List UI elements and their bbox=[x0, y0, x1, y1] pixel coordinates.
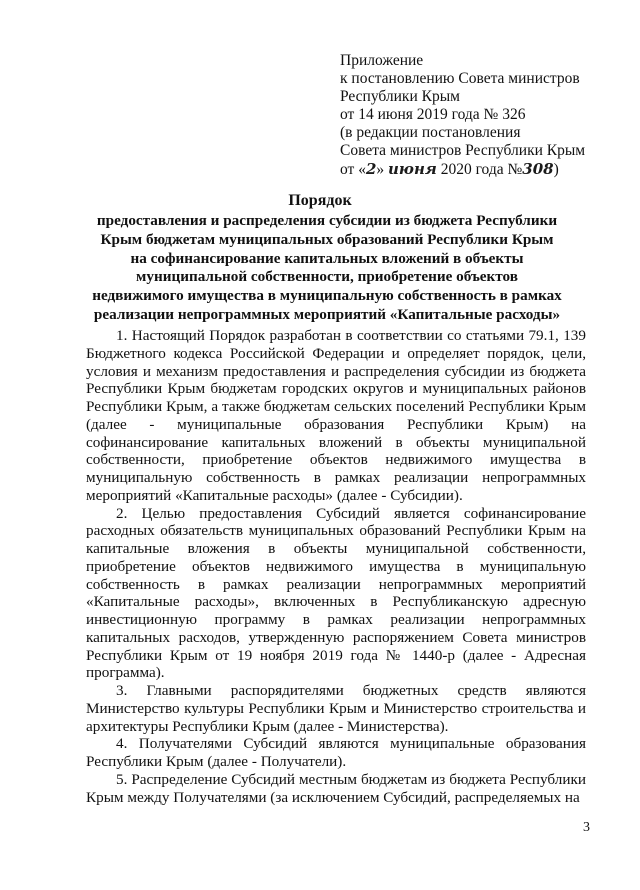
date-year: 2020 года № bbox=[436, 161, 523, 178]
page-number: 3 bbox=[583, 820, 590, 835]
document-body bbox=[86, 327, 586, 806]
handwritten-month: июня bbox=[388, 160, 437, 178]
document-title: Порядок bbox=[288, 192, 352, 209]
handwritten-day: 2 bbox=[365, 160, 377, 178]
appendix-date-line bbox=[340, 160, 630, 179]
appendix-line: к постановлению Совета министров bbox=[340, 70, 580, 87]
date-suffix: ) bbox=[553, 161, 559, 178]
date-mid: » bbox=[376, 161, 389, 178]
appendix-line: (в редакции постановления bbox=[340, 124, 521, 141]
paragraph-2: 2. Целью предоставления Субсидий является софинансирование расходных обязательств муниципальных образований Республики Крым на капитальные вложения в объекты муниципальной собственности, приобретение объектов недвижимого имущества в муниципальную собственность в рамках реализации непрограммных мероприятий «Капитальные расходы», включенных в Республиканскую адресную инвестиционную программу в рамках реализации непрограммных капитальных расходов, утвержденную распоряжением Совета министров Республики Крым от 19 ноября 2019 года № 1440-р (далее - Адресная программа). bbox=[86, 504, 586, 682]
date-prefix: от « bbox=[340, 161, 366, 178]
paragraph-3: 3. Главными распорядителями бюджетных средств являются Министерство культуры Республики Крым и Министерство строительства и архитектуры Республики Крым (далее - Министерства). bbox=[86, 682, 586, 735]
paragraph-4: 4. Получателями Субсидий являются муниципальные образования Республики Крым (далее - Получатели). bbox=[86, 735, 586, 770]
appendix-line: Совета министров Республики Крым bbox=[340, 142, 586, 159]
appendix-line: Республики Крым bbox=[340, 88, 460, 105]
appendix-line: Приложение bbox=[340, 52, 424, 69]
handwritten-number: 308 bbox=[522, 160, 554, 178]
document-subtitle: предоставления и распределения субсидии из бюджета Республики Крым бюджетам муниципальных образований Республики Крым на софинансирование капитальных вложений в объекты муниципальной собственности, приобретение объектов недвижимого имущества в муниципальную собственность в рамках реализации непрограммных мероприятий «Капитальные расходы» bbox=[92, 212, 562, 323]
paragraph-1: 1. Настоящий Порядок разработан в соответствии со статьями 79.1, 139 Бюджетного кодекса Российской Федерации и определяет порядок, цели, условия и механизм предоставления и распределения субсидии из бюджета Республики Крым бюджетам городских округов и муниципальных районов Республики Крым, а также бюджетам сельских поселений Республики Крым (далее - муниципальные образования Республики Крым) на софинансирование капитальных вложений в объекты муниципальной собственности, приобретение объектов недвижимого имущества в муниципальную собственность в рамках реализации непрограммных мероприятий «Капитальные расходы» (далее - Субсидии). bbox=[86, 327, 586, 504]
appendix-block bbox=[340, 52, 630, 179]
paragraph-5: 5. Распределение Субсидий местным бюджетам из бюджета Республики Крым между Получателями (за исключением Субсидий, распределяемых на bbox=[86, 770, 586, 806]
appendix-line: от 14 июня 2019 года № 326 bbox=[340, 106, 526, 123]
